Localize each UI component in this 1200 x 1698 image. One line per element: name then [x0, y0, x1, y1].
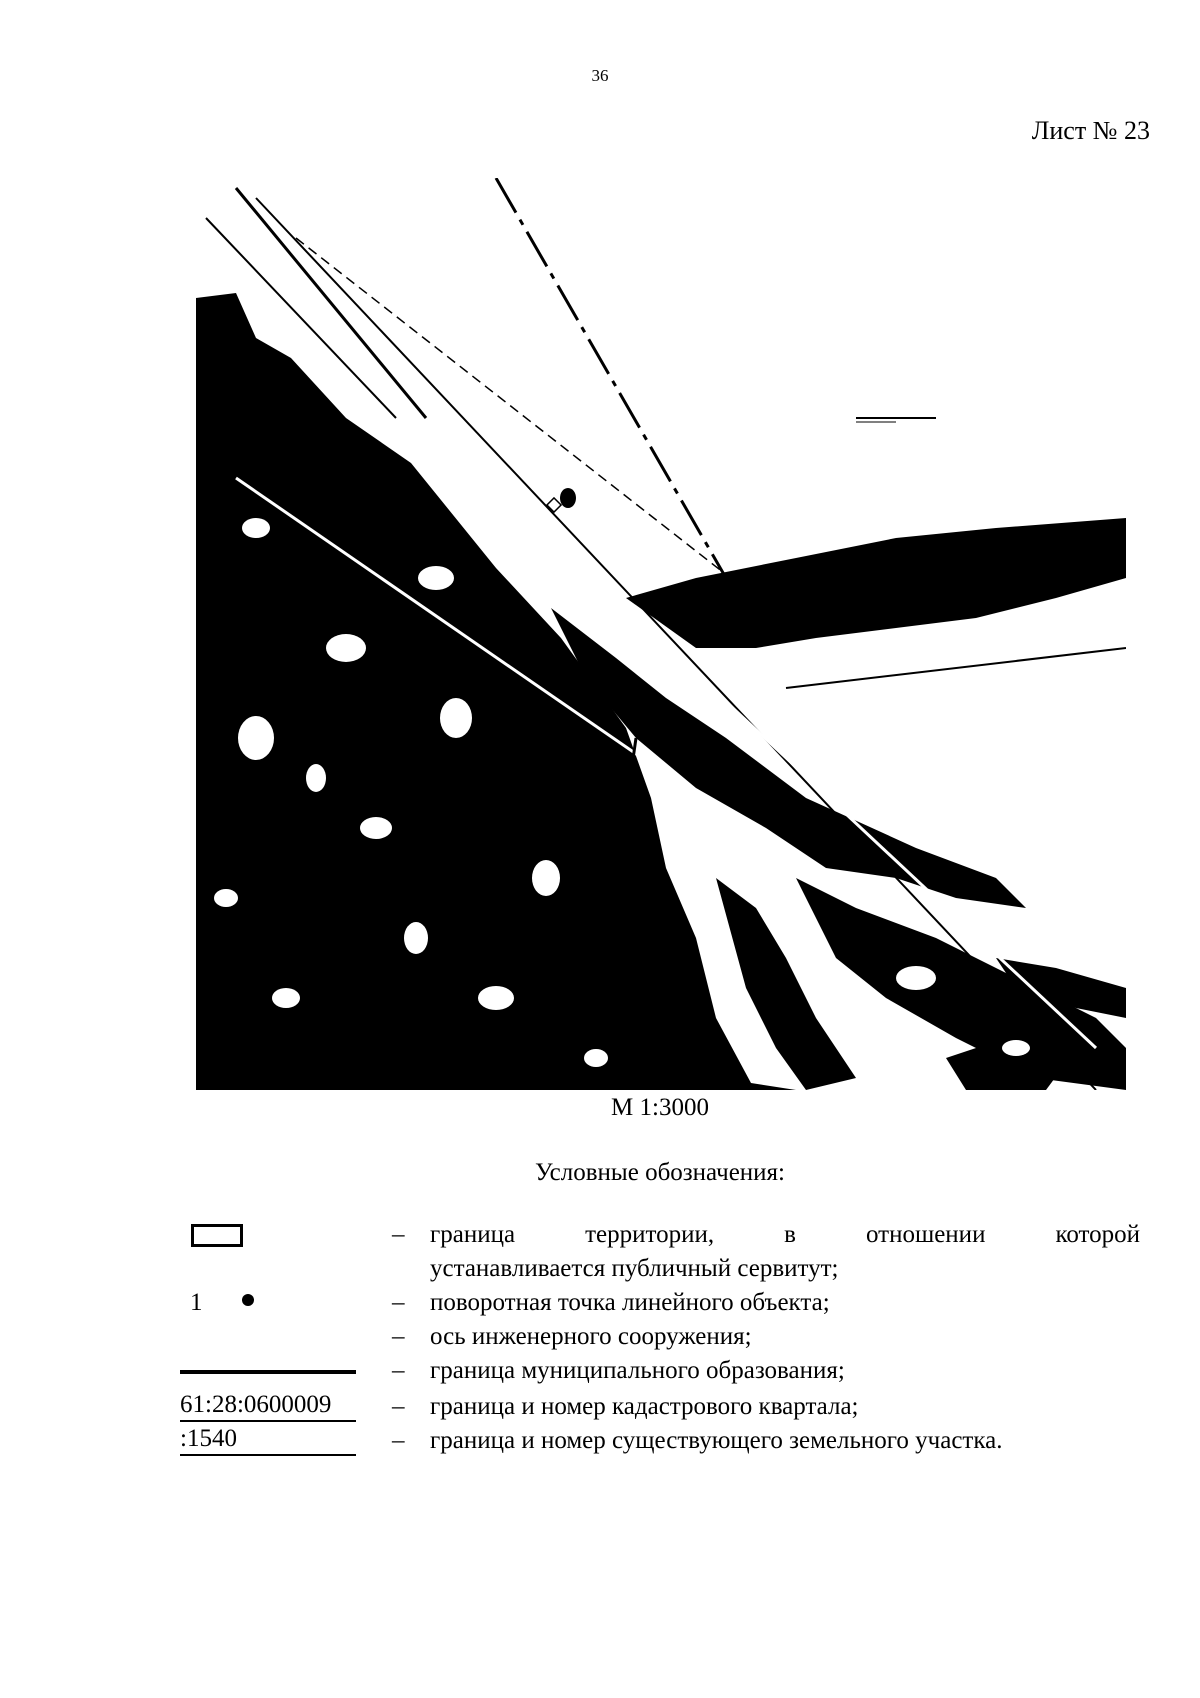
parcel-number: :1540 [180, 1424, 356, 1456]
legend-description [430, 1218, 1140, 1286]
legend-description: граница и номер существующего земельного участка. [430, 1427, 1003, 1454]
legend-description: ось инженерного сооружения; [430, 1323, 752, 1350]
legend-text-line2: устанавливается публичный сервитут; [430, 1255, 839, 1282]
legend-description: поворотная точка линейного объекта; [430, 1289, 830, 1316]
thick-line-icon [180, 1370, 356, 1374]
point-dot-icon [242, 1294, 254, 1306]
legend-row-municipal [180, 1354, 1140, 1388]
legend-description: граница и номер кадастрового квартала; [430, 1393, 859, 1420]
page-number: 36 [591, 66, 609, 85]
legend-dash: – [392, 1289, 405, 1316]
legend-row-axis [180, 1320, 1140, 1354]
legend-row-point [180, 1286, 1140, 1320]
legend-dash: – [392, 1393, 405, 1420]
legend-dash: – [392, 1357, 405, 1384]
map-features [547, 418, 936, 512]
legend-dash: – [392, 1427, 405, 1454]
boundary-rectangle-icon [191, 1224, 243, 1247]
legend-dash: – [392, 1221, 405, 1248]
map-scale: М 1:3000 [611, 1094, 709, 1121]
legend-title: Условные обозначения: [534, 1159, 786, 1186]
legend-row-cadastral [180, 1390, 1140, 1424]
sheet-label: Лист № 23 [1031, 116, 1150, 145]
legend-row-boundary [180, 1218, 1140, 1288]
legend-dash: – [392, 1323, 405, 1350]
cadastral-number: 61:28:0600009 [180, 1390, 356, 1422]
legend-description: граница муниципального образования; [430, 1357, 845, 1384]
legend-text-line1: граница территории, в отношении которой [430, 1221, 1140, 1248]
map-image [196, 178, 1126, 1090]
map-dark-terrain [196, 293, 1126, 1090]
point-number: 1 [190, 1289, 203, 1316]
legend-row-parcel [180, 1424, 1140, 1458]
